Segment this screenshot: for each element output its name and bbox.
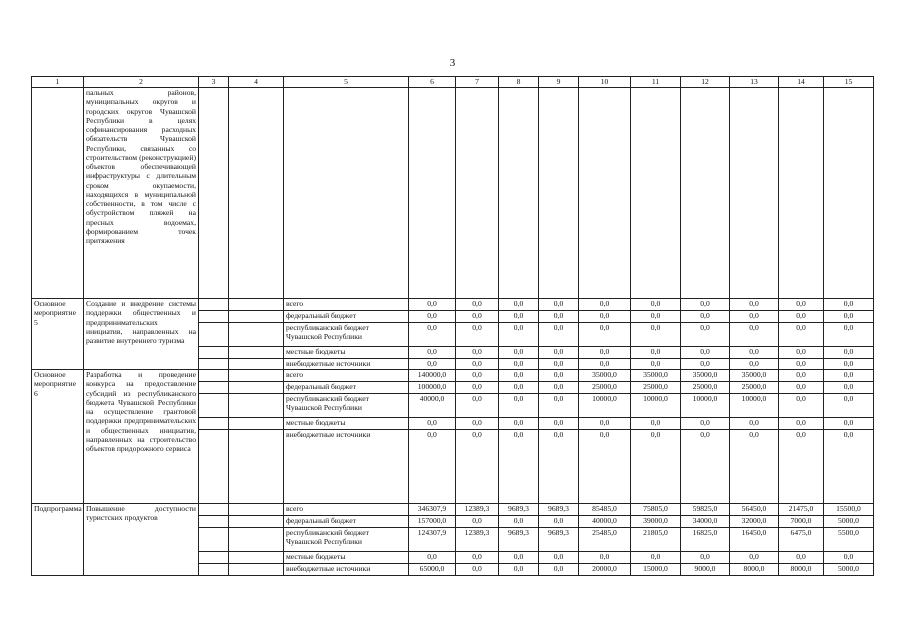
funding-source: федеральный бюджет bbox=[284, 311, 409, 323]
empty-cell bbox=[199, 347, 229, 359]
value-cell: 0,0 bbox=[499, 347, 539, 359]
empty-cell bbox=[229, 528, 284, 552]
value-cell: 25485,0 bbox=[579, 528, 631, 552]
measure-label bbox=[32, 88, 84, 299]
value-cell: 0,0 bbox=[779, 382, 824, 394]
empty-cell bbox=[199, 311, 229, 323]
table-row bbox=[32, 504, 874, 516]
measure-description: Повышение доступности туристских продуктов bbox=[84, 504, 199, 576]
value-cell: 16450,0 bbox=[730, 528, 779, 552]
column-header: 14 bbox=[779, 77, 824, 88]
value-cell: 12389,3 bbox=[456, 528, 499, 552]
value-cell: 0,0 bbox=[539, 382, 579, 394]
value-cell: 25000,0 bbox=[730, 382, 779, 394]
empty-cell bbox=[199, 370, 229, 382]
funding-source: всего bbox=[284, 370, 409, 382]
value-cell: 25000,0 bbox=[631, 382, 681, 394]
value-cell: 75805,0 bbox=[631, 504, 681, 516]
value-cell: 0,0 bbox=[730, 359, 779, 370]
value-cell: 0,0 bbox=[824, 359, 874, 370]
value-cell: 0,0 bbox=[824, 323, 874, 347]
value-cell: 0,0 bbox=[456, 564, 499, 576]
value-cell: 0,0 bbox=[409, 552, 456, 564]
column-header: 10 bbox=[579, 77, 631, 88]
value-cell: 0,0 bbox=[631, 430, 681, 504]
column-header: 15 bbox=[824, 77, 874, 88]
value-cell: 0,0 bbox=[456, 311, 499, 323]
value-cell: 25000,0 bbox=[681, 382, 730, 394]
value-cell: 346307,9 bbox=[409, 504, 456, 516]
table-row bbox=[32, 370, 874, 382]
funding-source: местные бюджеты bbox=[284, 418, 409, 430]
value-cell: 5000,0 bbox=[824, 516, 874, 528]
value-cell: 0,0 bbox=[579, 347, 631, 359]
value-cell: 0,0 bbox=[499, 370, 539, 382]
empty-cell bbox=[199, 516, 229, 528]
value-cell: 0,0 bbox=[681, 323, 730, 347]
value-cell: 0,0 bbox=[456, 323, 499, 347]
empty-cell bbox=[229, 516, 284, 528]
funding-source: местные бюджеты bbox=[284, 347, 409, 359]
value-cell: 0,0 bbox=[456, 347, 499, 359]
value-cell: 0,0 bbox=[681, 359, 730, 370]
funding-source: внебюджетные источники bbox=[284, 430, 409, 504]
value-cell: 0,0 bbox=[499, 430, 539, 504]
value-cell: 21475,0 bbox=[779, 504, 824, 516]
value-cell: 0,0 bbox=[499, 394, 539, 418]
funding-source: республиканский бюджет Чувашской Республики bbox=[284, 528, 409, 552]
value-cell: 0,0 bbox=[539, 418, 579, 430]
value-cell: 35000,0 bbox=[730, 370, 779, 382]
value-cell: 0,0 bbox=[456, 516, 499, 528]
empty-cell bbox=[229, 299, 284, 311]
value-cell: 140000,0 bbox=[409, 370, 456, 382]
measure-label: Подпрограмма bbox=[32, 504, 84, 576]
value-cell: 0,0 bbox=[409, 347, 456, 359]
empty-cell bbox=[229, 418, 284, 430]
value-cell: 0,0 bbox=[539, 552, 579, 564]
value-cell: 65000,0 bbox=[409, 564, 456, 576]
value-cell: 9689,3 bbox=[499, 528, 539, 552]
column-header: 12 bbox=[681, 77, 730, 88]
value-cell: 12389,3 bbox=[456, 504, 499, 516]
value-cell: 0,0 bbox=[824, 418, 874, 430]
value-cell: 0,0 bbox=[409, 359, 456, 370]
value-cell: 0,0 bbox=[631, 552, 681, 564]
value-cell: 0,0 bbox=[409, 311, 456, 323]
funding-source: местные бюджеты bbox=[284, 552, 409, 564]
funding-source: республиканский бюджет Чувашской Республики bbox=[284, 323, 409, 347]
value-cell: 0,0 bbox=[539, 370, 579, 382]
page-number: 3 bbox=[449, 57, 456, 69]
value-cell: 9000,0 bbox=[681, 564, 730, 576]
value-cell: 0,0 bbox=[539, 323, 579, 347]
value-cell: 0,0 bbox=[499, 311, 539, 323]
value-cell: 0,0 bbox=[681, 311, 730, 323]
value-cell: 0,0 bbox=[824, 370, 874, 382]
value-cell: 0,0 bbox=[730, 299, 779, 311]
value-cell: 0,0 bbox=[824, 347, 874, 359]
value-cell: 0,0 bbox=[456, 382, 499, 394]
value-cell: 0,0 bbox=[779, 323, 824, 347]
empty-cell bbox=[199, 552, 229, 564]
empty-cell bbox=[229, 394, 284, 418]
column-header: 3 bbox=[199, 77, 229, 88]
empty-cell bbox=[199, 418, 229, 430]
value-cell: 0,0 bbox=[539, 347, 579, 359]
value-cell: 0,0 bbox=[499, 564, 539, 576]
empty-cell bbox=[199, 382, 229, 394]
budget-table bbox=[31, 76, 874, 576]
value-cell: 0,0 bbox=[456, 394, 499, 418]
empty-cell bbox=[229, 347, 284, 359]
value-cell: 0,0 bbox=[631, 311, 681, 323]
value-cell: 0,0 bbox=[539, 311, 579, 323]
value-cell: 0,0 bbox=[824, 382, 874, 394]
value-cell: 8000,0 bbox=[730, 564, 779, 576]
column-header: 11 bbox=[631, 77, 681, 88]
value-cell: 0,0 bbox=[779, 370, 824, 382]
value-cell: 40000,0 bbox=[579, 516, 631, 528]
value-cell: 5000,0 bbox=[824, 564, 874, 576]
empty-cell bbox=[199, 564, 229, 576]
value-cell: 0,0 bbox=[779, 418, 824, 430]
value-cell: 0,0 bbox=[681, 552, 730, 564]
value-cell: 0,0 bbox=[499, 382, 539, 394]
value-cell: 124307,9 bbox=[409, 528, 456, 552]
value-cell: 0,0 bbox=[579, 311, 631, 323]
value-cell: 0,0 bbox=[539, 516, 579, 528]
column-header: 1 bbox=[32, 77, 84, 88]
value-cell: 0,0 bbox=[456, 430, 499, 504]
value-cell: 0,0 bbox=[499, 359, 539, 370]
value-cell: 0,0 bbox=[579, 552, 631, 564]
column-header: 13 bbox=[730, 77, 779, 88]
empty-cell bbox=[199, 504, 229, 516]
value-cell: 0,0 bbox=[409, 299, 456, 311]
value-cell: 0,0 bbox=[730, 323, 779, 347]
table-row bbox=[32, 299, 874, 311]
value-cell: 0,0 bbox=[409, 418, 456, 430]
funding-source: всего bbox=[284, 504, 409, 516]
value-cell: 10000,0 bbox=[730, 394, 779, 418]
value-cell: 39000,0 bbox=[631, 516, 681, 528]
value-cell: 10000,0 bbox=[681, 394, 730, 418]
value-cell: 0,0 bbox=[539, 394, 579, 418]
value-cell: 0,0 bbox=[681, 299, 730, 311]
value-cell: 15500,0 bbox=[824, 504, 874, 516]
value-cell: 0,0 bbox=[409, 430, 456, 504]
value-cell: 0,0 bbox=[730, 347, 779, 359]
empty-cell bbox=[199, 299, 229, 311]
value-cell: 15000,0 bbox=[631, 564, 681, 576]
column-header: 6 bbox=[409, 77, 456, 88]
empty-cell bbox=[229, 323, 284, 347]
value-cell: 34000,0 bbox=[681, 516, 730, 528]
empty-cell bbox=[199, 528, 229, 552]
carry-over-row bbox=[32, 88, 874, 299]
value-cell: 0,0 bbox=[456, 299, 499, 311]
value-cell: 35000,0 bbox=[631, 370, 681, 382]
value-cell: 0,0 bbox=[779, 299, 824, 311]
value-cell: 32000,0 bbox=[730, 516, 779, 528]
column-header: 5 bbox=[284, 77, 409, 88]
value-cell: 0,0 bbox=[681, 347, 730, 359]
column-header: 4 bbox=[229, 77, 284, 88]
value-cell: 0,0 bbox=[681, 418, 730, 430]
value-cell: 0,0 bbox=[539, 359, 579, 370]
empty-cell bbox=[229, 359, 284, 370]
value-cell: 0,0 bbox=[824, 311, 874, 323]
value-cell: 0,0 bbox=[824, 430, 874, 504]
empty-cell bbox=[229, 504, 284, 516]
value-cell: 0,0 bbox=[499, 516, 539, 528]
measure-description: Разработка и проведение конкурса на предоставление субсидий из республиканского бюджета Чувашской Республики на осуществление грантовой поддержки предпринимательских и общественных инициатив, направленных на строительство объектов придорожного сервиса bbox=[84, 370, 199, 504]
value-cell: 9689,3 bbox=[499, 504, 539, 516]
value-cell: 0,0 bbox=[539, 430, 579, 504]
value-cell: 0,0 bbox=[579, 299, 631, 311]
value-cell: 0,0 bbox=[779, 347, 824, 359]
value-cell: 0,0 bbox=[779, 359, 824, 370]
funding-source: республиканский бюджет Чувашской Республики bbox=[284, 394, 409, 418]
value-cell: 25000,0 bbox=[579, 382, 631, 394]
empty-cell bbox=[229, 552, 284, 564]
value-cell: 0,0 bbox=[730, 418, 779, 430]
value-cell: 0,0 bbox=[456, 370, 499, 382]
empty-cell bbox=[229, 311, 284, 323]
value-cell: 0,0 bbox=[579, 430, 631, 504]
value-cell: 0,0 bbox=[631, 299, 681, 311]
value-cell: 0,0 bbox=[409, 323, 456, 347]
value-cell: 40000,0 bbox=[409, 394, 456, 418]
measure-description: Создание и внедрение системы поддержки общественных и предпринимательских инициатив, направленных на развитие внутреннего туризма bbox=[84, 299, 199, 370]
funding-source: внебюджетные источники bbox=[284, 564, 409, 576]
header-row bbox=[32, 77, 874, 88]
value-cell: 0,0 bbox=[730, 552, 779, 564]
empty-cell bbox=[199, 430, 229, 504]
value-cell: 6475,0 bbox=[779, 528, 824, 552]
value-cell: 0,0 bbox=[539, 299, 579, 311]
value-cell: 59825,0 bbox=[681, 504, 730, 516]
funding-source: федеральный бюджет bbox=[284, 516, 409, 528]
measure-label: Основное мероприятие 5 bbox=[32, 299, 84, 370]
value-cell: 0,0 bbox=[499, 323, 539, 347]
column-header: 2 bbox=[84, 77, 199, 88]
empty-cell bbox=[229, 564, 284, 576]
measure-label: Основное мероприятие 6 bbox=[32, 370, 84, 504]
empty-cell bbox=[229, 382, 284, 394]
value-cell: 0,0 bbox=[631, 418, 681, 430]
value-cell: 0,0 bbox=[579, 359, 631, 370]
value-cell: 0,0 bbox=[779, 394, 824, 418]
value-cell: 0,0 bbox=[824, 552, 874, 564]
value-cell: 0,0 bbox=[631, 347, 681, 359]
empty-cell bbox=[199, 394, 229, 418]
value-cell: 100000,0 bbox=[409, 382, 456, 394]
value-cell: 10000,0 bbox=[631, 394, 681, 418]
value-cell: 0,0 bbox=[681, 430, 730, 504]
measure-description: пальных районов, муниципальных округов и городских округов Чувашской Республики в целях софинансирования расходных обязательств Чувашской Республики, связанных со строительством (реконструкцией) объектов обеспечивающей инфраструктуры с длительным сроком окупаемости, находящихся в муниципальной собственности, в том числе с обустройством пляжей на пресных водоемах, формированием точек притяжения bbox=[84, 88, 199, 299]
value-cell: 0,0 bbox=[499, 552, 539, 564]
value-cell: 0,0 bbox=[499, 418, 539, 430]
column-header: 9 bbox=[539, 77, 579, 88]
value-cell: 85485,0 bbox=[579, 504, 631, 516]
empty-cell bbox=[199, 359, 229, 370]
value-cell: 9689,3 bbox=[539, 504, 579, 516]
value-cell: 5500,0 bbox=[824, 528, 874, 552]
funding-source: всего bbox=[284, 299, 409, 311]
value-cell: 0,0 bbox=[730, 311, 779, 323]
value-cell: 20000,0 bbox=[579, 564, 631, 576]
value-cell: 9689,3 bbox=[539, 528, 579, 552]
value-cell: 0,0 bbox=[631, 323, 681, 347]
value-cell: 0,0 bbox=[730, 430, 779, 504]
column-header: 7 bbox=[456, 77, 499, 88]
value-cell: 157000,0 bbox=[409, 516, 456, 528]
value-cell: 16825,0 bbox=[681, 528, 730, 552]
value-cell: 21805,0 bbox=[631, 528, 681, 552]
value-cell: 35000,0 bbox=[681, 370, 730, 382]
column-header: 8 bbox=[499, 77, 539, 88]
empty-cell bbox=[229, 370, 284, 382]
value-cell: 7000,0 bbox=[779, 516, 824, 528]
empty-cell bbox=[199, 323, 229, 347]
value-cell: 0,0 bbox=[824, 394, 874, 418]
value-cell: 0,0 bbox=[456, 359, 499, 370]
value-cell: 0,0 bbox=[631, 359, 681, 370]
value-cell: 0,0 bbox=[779, 552, 824, 564]
value-cell: 56450,0 bbox=[730, 504, 779, 516]
value-cell: 0,0 bbox=[456, 418, 499, 430]
funding-source: внебюджетные источники bbox=[284, 359, 409, 370]
funding-source: федеральный бюджет bbox=[284, 382, 409, 394]
value-cell: 0,0 bbox=[779, 311, 824, 323]
value-cell: 0,0 bbox=[499, 299, 539, 311]
empty-cell bbox=[229, 430, 284, 504]
value-cell: 8000,0 bbox=[779, 564, 824, 576]
value-cell: 0,0 bbox=[579, 418, 631, 430]
value-cell: 35000,0 bbox=[579, 370, 631, 382]
value-cell: 0,0 bbox=[539, 564, 579, 576]
value-cell: 0,0 bbox=[824, 299, 874, 311]
value-cell: 0,0 bbox=[579, 323, 631, 347]
value-cell: 0,0 bbox=[779, 430, 824, 504]
value-cell: 0,0 bbox=[456, 552, 499, 564]
value-cell: 10000,0 bbox=[579, 394, 631, 418]
